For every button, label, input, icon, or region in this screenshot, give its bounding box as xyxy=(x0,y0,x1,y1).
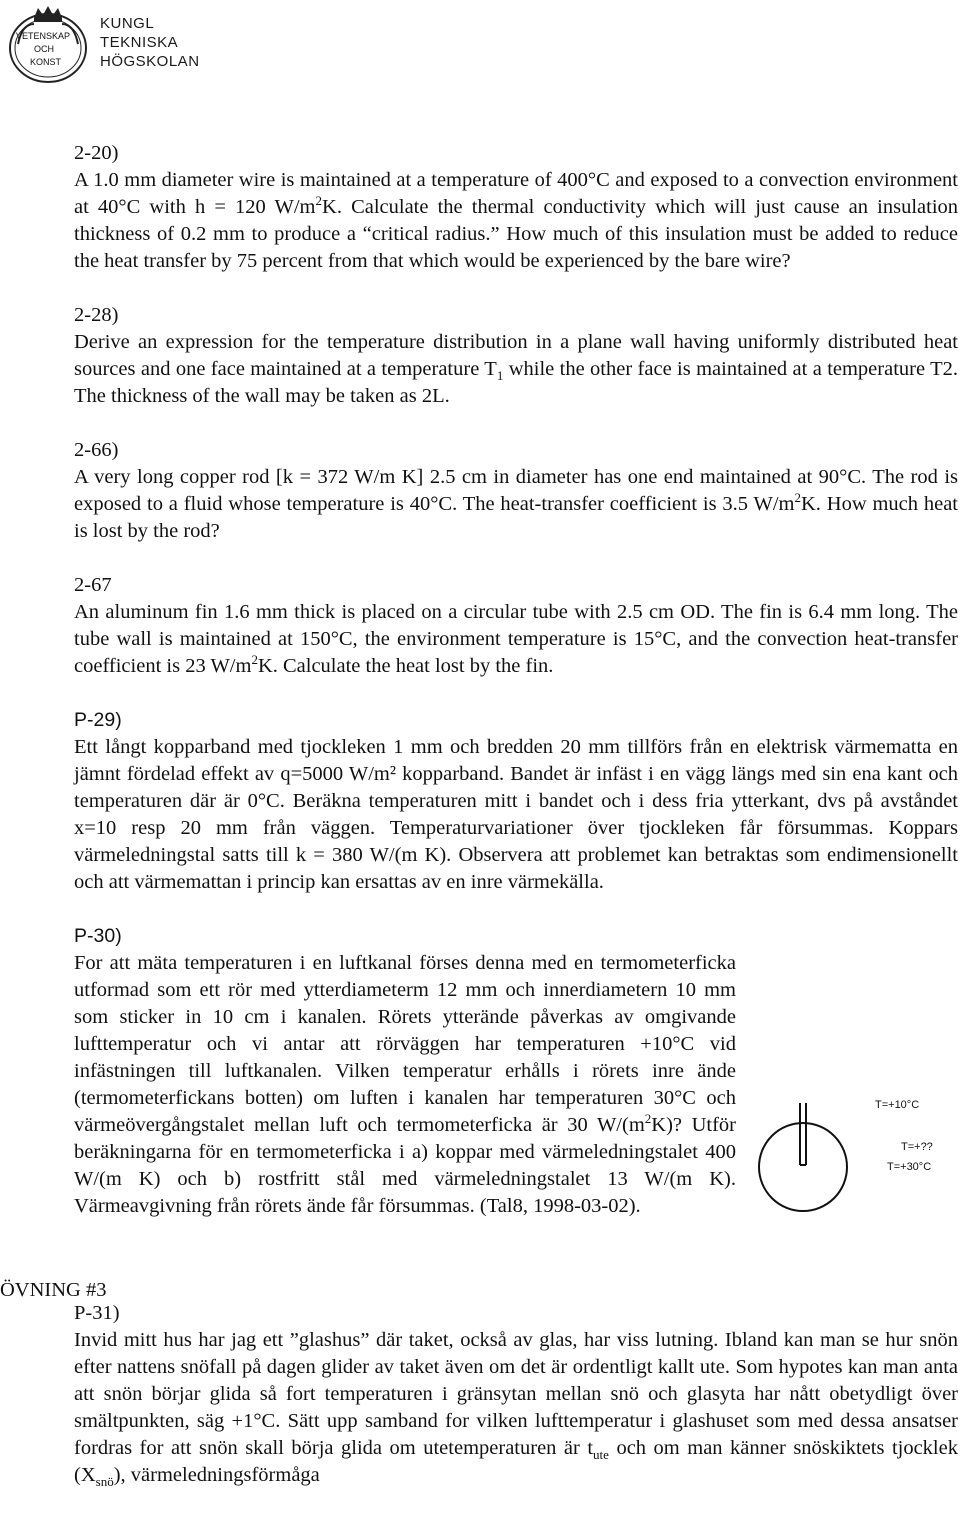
problem-number: P-29) xyxy=(74,709,122,731)
superscript: 2 xyxy=(644,1111,652,1127)
logo-line-1: KUNGL xyxy=(100,15,155,32)
label-wall-temp: T=+10°C xyxy=(875,1099,920,1111)
text-part: A 1.0 mm diameter wire is maintained at a temperature of 400°C and exposed to a convection environment at 40°C with h = 120 W/m xyxy=(74,169,958,218)
text-part: K. How much heat is lost by the rod? xyxy=(74,493,958,542)
thermometer-well-figure xyxy=(755,1095,960,1225)
problem-2-66 xyxy=(74,437,958,545)
label-tip-temp: T=+?? xyxy=(901,1141,933,1153)
text-part: K)? Utför beräkningarna för en termometerficka i a) koppar med värmeledningstalet 400 W/(m K) och b) rostfritt stål med värmeledningstalet 13 W/(m K). Värmeavgivning från rörets ände får försummas. (Tal8, 1998-03-02). xyxy=(74,1114,736,1217)
problem-number: 2-20) xyxy=(74,142,119,164)
text-part: K. Calculate the thermal conductivity which will just cause an insulation thickness of 0.2 mm to produce a “critical radius.” How much of this insulation must be added to reduce the heat transfer by 75 percent from that which would be experienced by the bare wire? xyxy=(74,196,959,272)
seal-text-3: KONST xyxy=(30,57,62,67)
problem-number: 2-67 xyxy=(74,574,112,596)
logo-line-3: HÖGSKOLAN xyxy=(100,53,200,70)
problem-text: Ett långt kopparband med tjockleken 1 mm och bredden 20 mm tillförs från en elektrisk värmematta en jämnt fördelad effekt av q=5000 W/m² kopparband. Bandet är infäst i en vägg längs med sin ena kant och temperaturen där är 0°C. Beräkna temperaturen mitt i bandet och i dess fria ytterkant, dvs på avståndet x=10 resp 20 mm från väggen. Temperaturvariationer över tjockleken får försummas. Koppars värmeledningstal satts till k = 380 W/(m K). Observera att problemet kan betraktas som endimensionellt och att värmemattan i princip kan ersattas av en inre värmekälla. xyxy=(74,736,958,893)
subscript: ute xyxy=(593,1447,609,1463)
superscript: 2 xyxy=(251,652,258,668)
problem-2-20 xyxy=(74,140,958,275)
text-part: Derive an expression for the temperature distribution in a plane wall having uniformly distributed heat sources and one face maintained at a temperature T xyxy=(74,331,958,380)
subscript: snö xyxy=(95,1474,114,1490)
text-part: An aluminum fin 1.6 mm thick is placed on a circular tube with 2.5 cm OD. The fin is 6.4 mm long. The tube wall is maintained at 150°C, the environment temperature is 15°C, and the convection heat-transfer coefficient is 23 W/m xyxy=(74,601,958,677)
pipe-diagram-icon xyxy=(755,1095,960,1225)
problem-number: 2-28) xyxy=(74,304,119,326)
kth-logo xyxy=(0,0,200,90)
problem-text xyxy=(74,464,958,545)
text-part: ), värmeledningsförmåga xyxy=(113,1464,320,1486)
seal-text-1: VETENSKAP xyxy=(16,31,71,41)
problem-2-67 xyxy=(74,572,958,680)
problem-p-31 xyxy=(74,1300,958,1489)
text-part: while the other face is maintained at a temperature T2. The thickness of the wall may be taken as 2L. xyxy=(74,358,958,407)
logo-line-2: TEKNISKA xyxy=(100,34,179,51)
exercise-label: ÖVNING #3 xyxy=(0,1279,107,1301)
text-part: K. Calculate the heat lost by the fin. xyxy=(257,655,554,677)
problem-list xyxy=(74,140,958,1516)
logo-wordmark xyxy=(100,14,200,71)
seal-text-2: OCH xyxy=(34,44,54,54)
problem-text xyxy=(74,329,958,410)
text-part: Invid mitt hus har jag ett ”glashus” där taket, också av glas, har viss lutning. Ibland kan man se hur snön efter nattens snöfall på dagen glider av taket även om det är ordentligt kallt ute. Som hypotes kan man anta att snön börjar glida så fort temperaturen i gränsytan mellan snö och glasyta har nått obetydligt över smältpunkten, säg +1°C. Sätt upp samband for vilken lufttemperatur i glashuset som med dessa ansatser fordras for att snön skall börja glida om utetemperaturen är t xyxy=(74,1329,958,1459)
problem-text xyxy=(74,1327,958,1489)
text-part: och om man känner snöskiktets tjocklek (X xyxy=(74,1437,958,1486)
label-air-temp: T=+30°C xyxy=(887,1161,932,1173)
problem-number: 2-66) xyxy=(74,439,119,461)
problem-text xyxy=(74,599,958,680)
problem-p-29 xyxy=(74,707,958,896)
problem-2-28 xyxy=(74,302,958,410)
superscript: 2 xyxy=(315,193,323,209)
superscript: 2 xyxy=(794,490,801,506)
problem-number: P-30) xyxy=(74,925,122,947)
subscript: 1 xyxy=(496,368,504,384)
text-part: For att mäta temperaturen i en luftkanal förses denna med en termometerficka utformad som ett rör med ytterdiameterm 12 mm och innerdiametern 10 mm som sticker in 10 cm i kanalen. Rörets ytterände påverkas av omgivande lufttemperatur och vi antar att rörväggen har temperaturen +10°C vid infästningen till luftkanalen. Vilken temperatur erhålls i rörets inre ände (termometerfickans botten) om luften i kanalen har temperaturen 30°C och värmeövergångstalet mellan luft och termometerficka är 30 W/(m xyxy=(74,952,736,1136)
problem-text xyxy=(74,167,958,275)
problem-number: P-31) xyxy=(74,1302,120,1324)
text-part: A very long copper rod [k = 372 W/m K] 2.5 cm in diameter has one end maintained at 90°C. The rod is exposed to a fluid whose temperature is 40°C. The heat-transfer coefficient is 3.5 W/m xyxy=(74,466,958,515)
